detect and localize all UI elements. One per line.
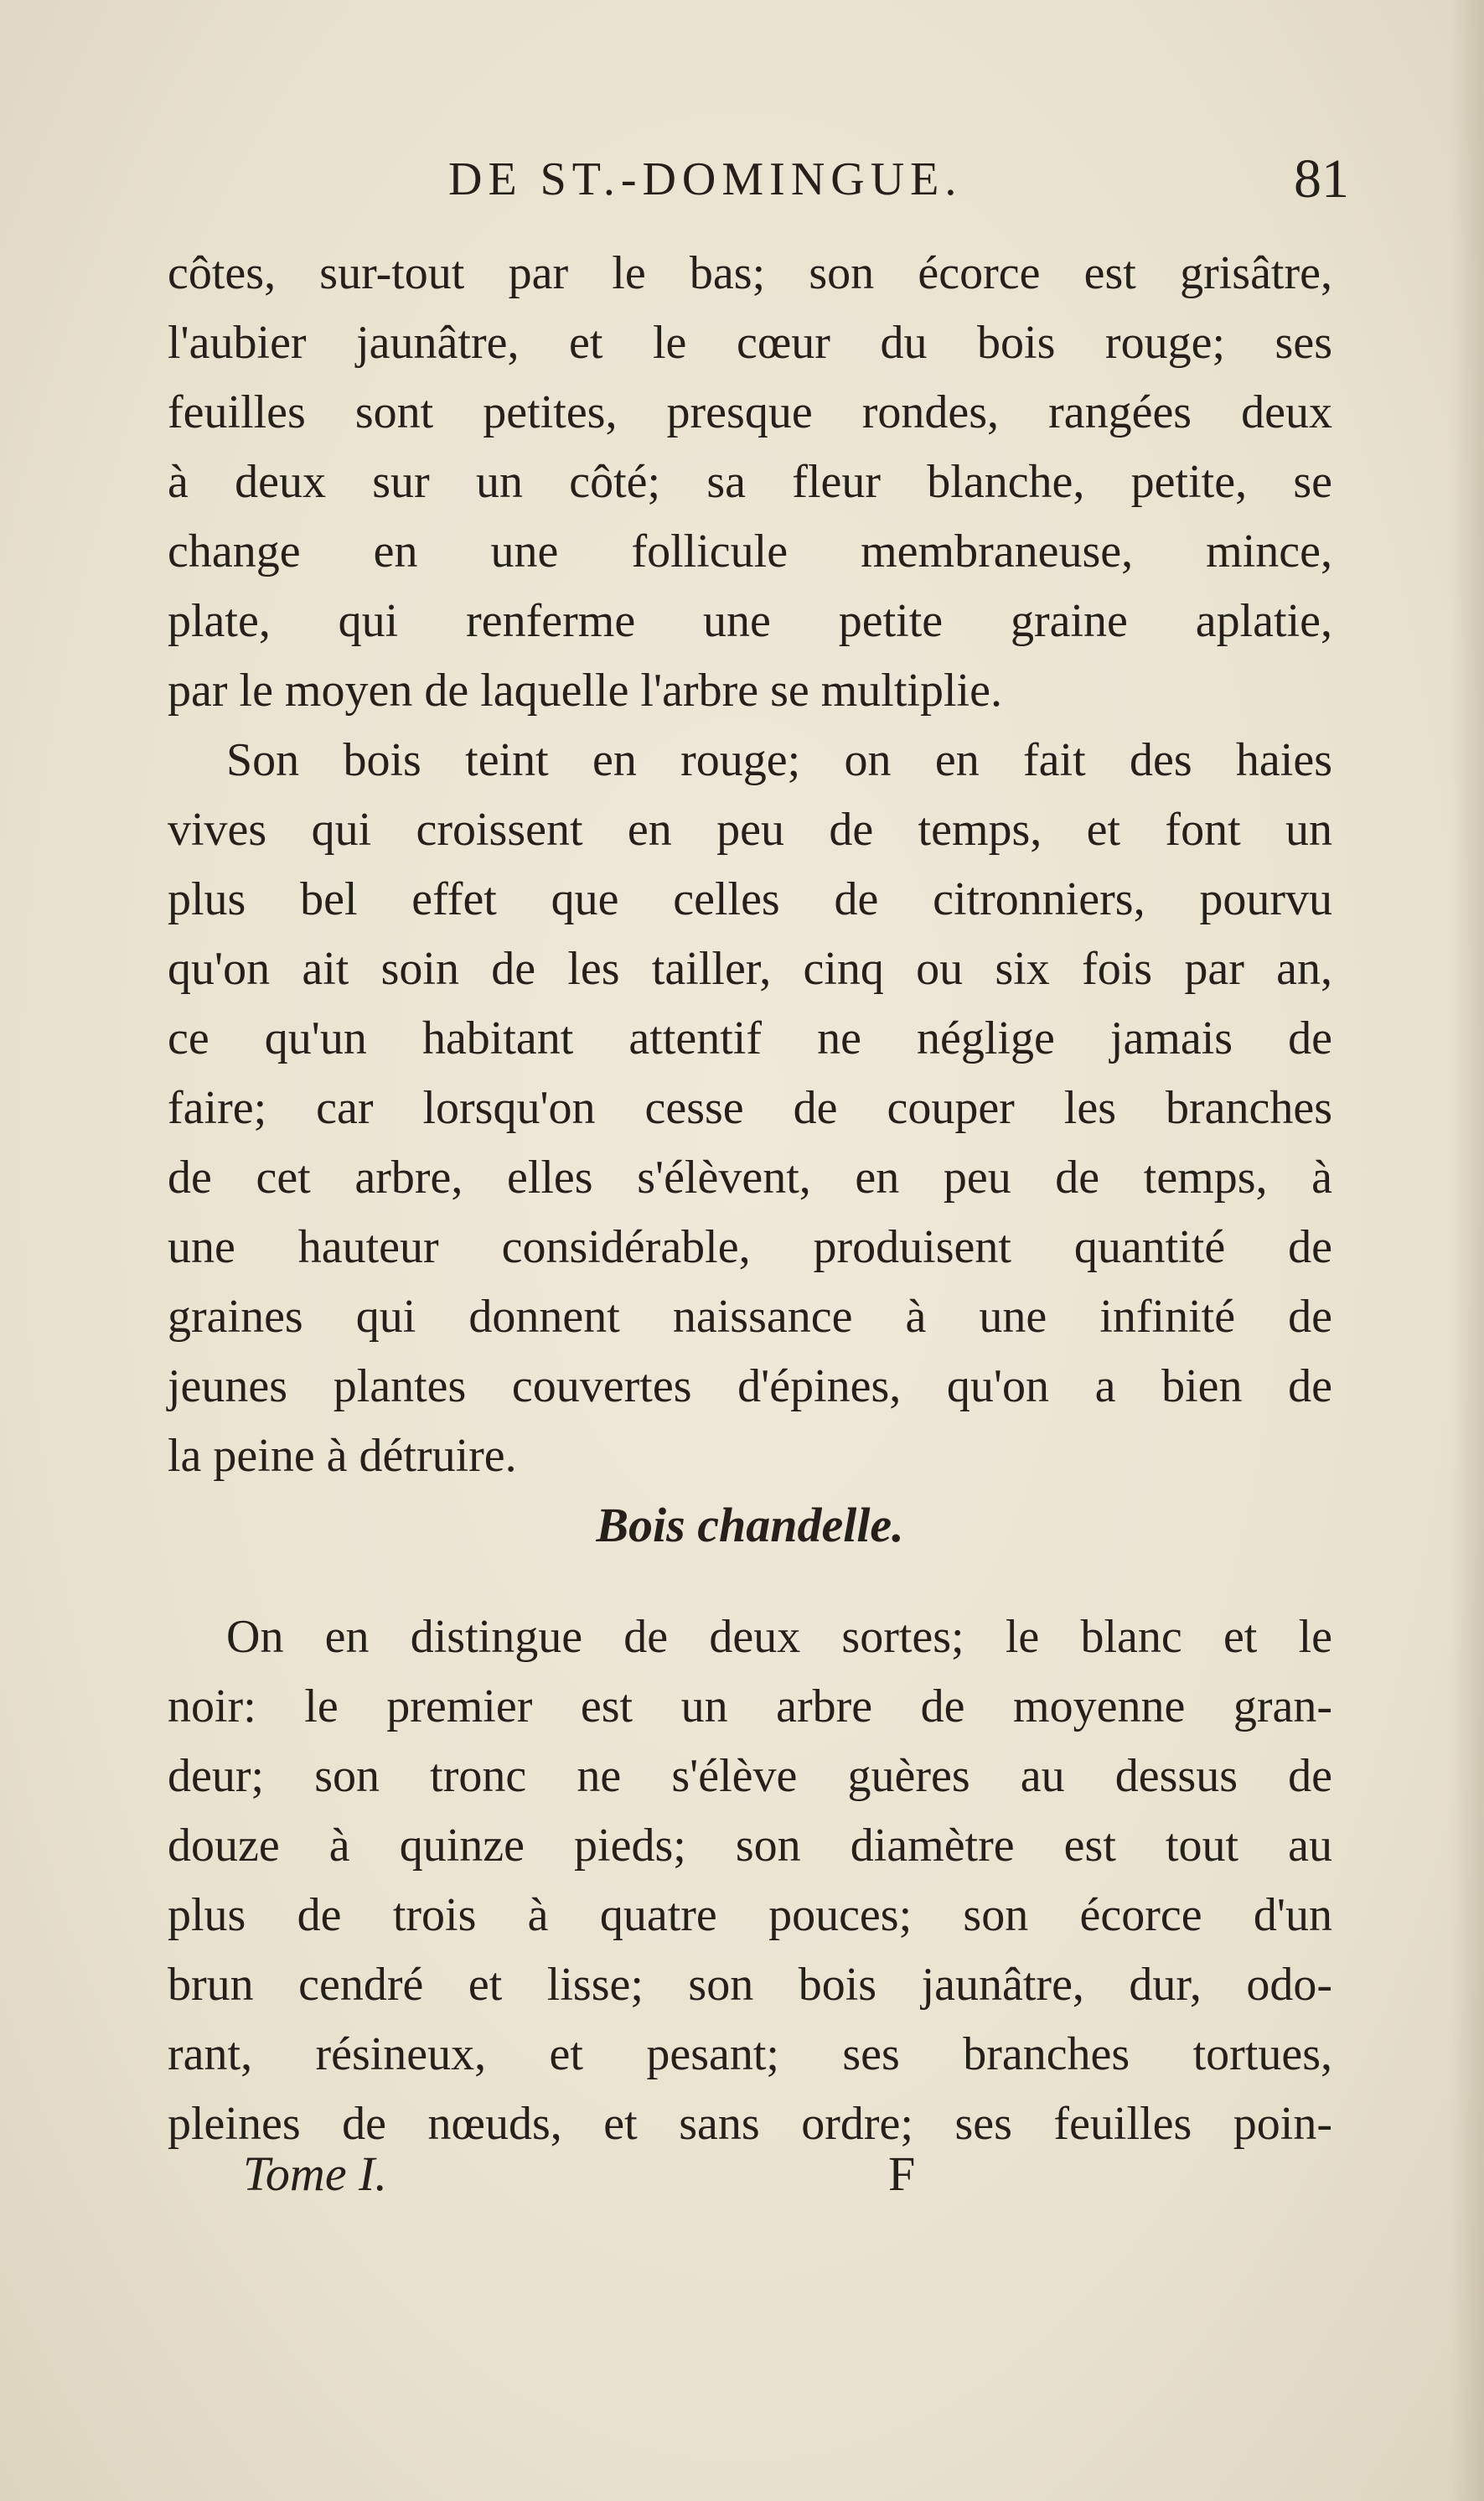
text-line: douze à quinze pieds; son diamètre est tout au bbox=[168, 1820, 1332, 1872]
text-line: plate, qui renferme une petite graine aplatie, bbox=[168, 595, 1332, 647]
text-line: brun cendré et lisse; son bois jaunâtre, dur, odo- bbox=[168, 1959, 1332, 2011]
text-line: la peine à détruire. bbox=[168, 1430, 517, 1482]
text-line: l'aubier jaunâtre, et le cœur du bois rouge; ses bbox=[168, 317, 1332, 369]
text-line: vives qui croissent en peu de temps, et font un bbox=[168, 804, 1332, 856]
text-line: change en une follicule membraneuse, mince, bbox=[168, 526, 1332, 577]
text-block-bottom bbox=[168, 1603, 1332, 2159]
page-number: 81 bbox=[1294, 148, 1349, 210]
text-line: pleines de nœuds, et sans ordre; ses feuilles poin- bbox=[168, 2098, 1332, 2150]
text-line: ce qu'un habitant attentif ne néglige jamais de bbox=[168, 1012, 1332, 1064]
running-title: DE ST.-DOMINGUE. bbox=[448, 153, 963, 205]
text-line: une hauteur considérable, produisent quantité de bbox=[168, 1221, 1332, 1273]
text-line: à deux sur un côté; sa fleur blanche, petite, se bbox=[168, 456, 1332, 508]
text-line: On en distingue de deux sortes; le blanc et le bbox=[226, 1611, 1332, 1663]
paragraph-1 bbox=[168, 239, 1332, 726]
paragraph-3 bbox=[168, 1603, 1332, 2159]
text-line: plus bel effet que celles de citronniers, pourvu bbox=[168, 873, 1332, 925]
section-heading: Bois chandelle. bbox=[596, 1498, 904, 1552]
text-line: par le moyen de laquelle l'arbre se multiplie. bbox=[168, 665, 1002, 717]
signature-mark: F bbox=[888, 2146, 916, 2201]
gutter-shadow bbox=[1450, 0, 1484, 2501]
text-line: faire; car lorsqu'on cesse de couper les branches bbox=[168, 1082, 1332, 1134]
text-line: deur; son tronc ne s'élève guères au dessus de bbox=[168, 1750, 1332, 1802]
text-line: noir: le premier est un arbre de moyenne gran- bbox=[168, 1680, 1332, 1732]
text-line: plus de trois à quatre pouces; son écorce d'un bbox=[168, 1889, 1332, 1941]
text-line: Son bois teint en rouge; on en fait des haies bbox=[226, 734, 1332, 786]
text-line: de cet arbre, elles s'élèvent, en peu de temps, à bbox=[168, 1152, 1332, 1204]
text-line: jeunes plantes couvertes d'épines, qu'on a bien de bbox=[168, 1360, 1332, 1412]
text-line: côtes, sur-tout par le bas; son écorce est grisâtre, bbox=[168, 247, 1332, 299]
text-line: graines qui donnent naissance à une infinité de bbox=[168, 1291, 1332, 1343]
running-head bbox=[168, 142, 1349, 226]
page-footer bbox=[168, 2146, 1332, 2221]
volume-label: Tome I. bbox=[243, 2146, 387, 2201]
text-block-top bbox=[168, 239, 1332, 1491]
paragraph-2 bbox=[168, 726, 1332, 1491]
text-line: rant, résineux, et pesant; ses branches tortues, bbox=[168, 2028, 1332, 2080]
text-line: feuilles sont petites, presque rondes, rangées deux bbox=[168, 386, 1332, 438]
text-line: qu'on ait soin de les tailler, cinq ou six fois par an, bbox=[168, 943, 1332, 995]
